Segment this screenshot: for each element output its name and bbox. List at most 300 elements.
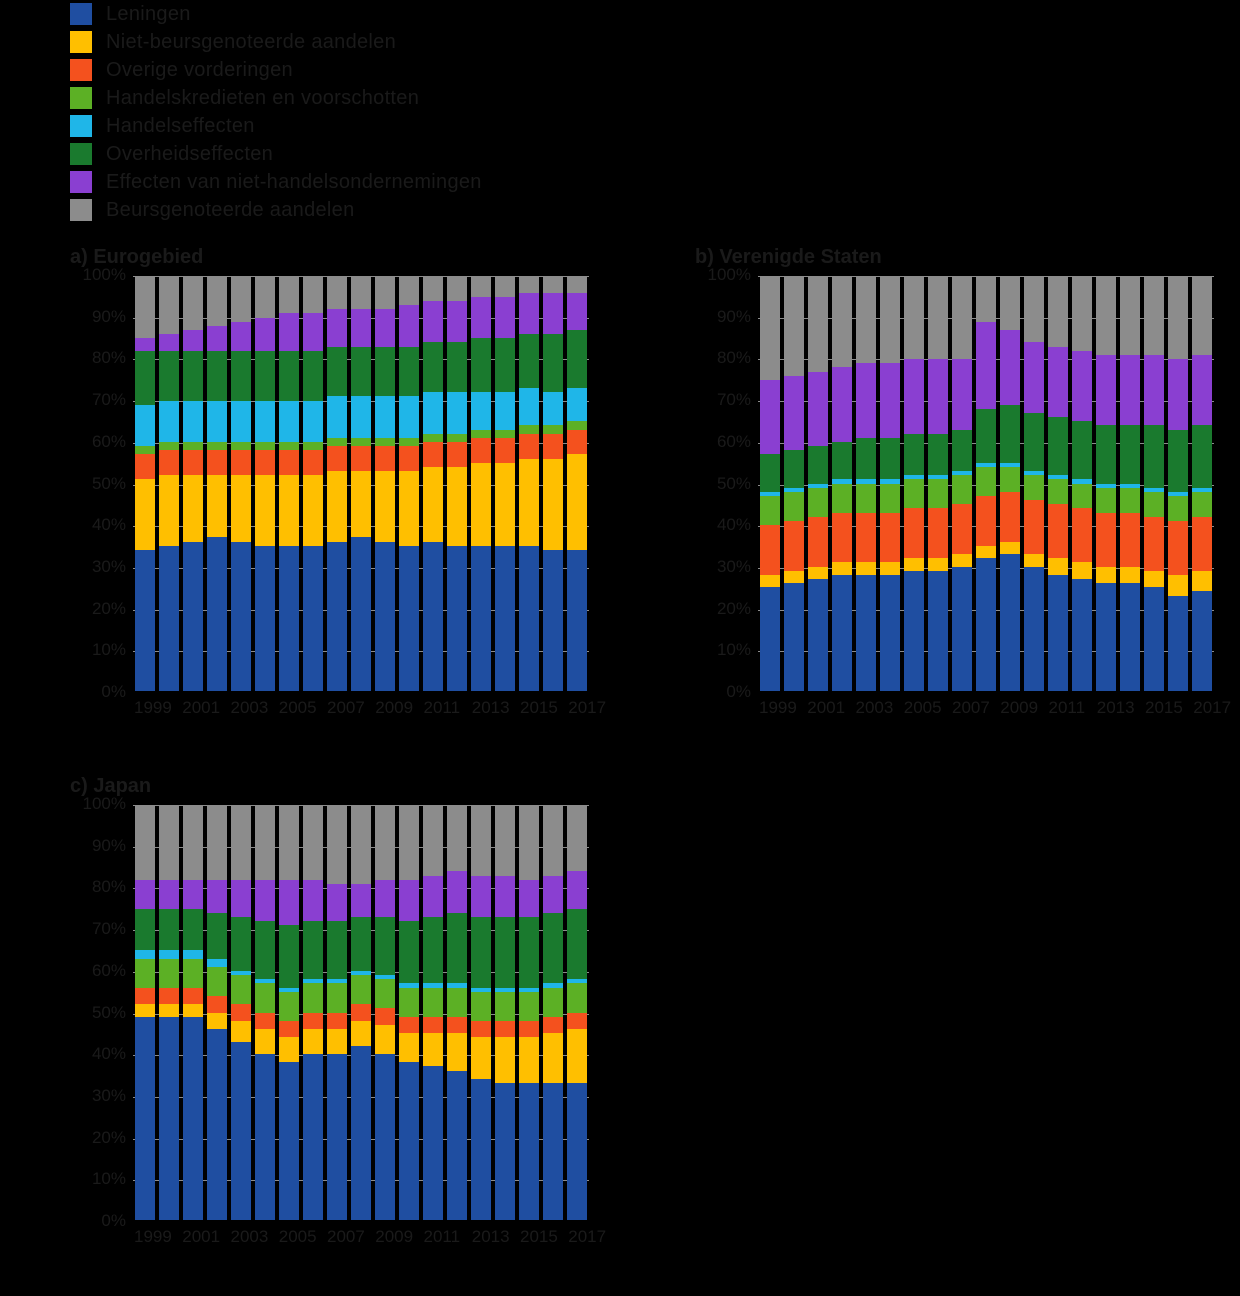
bar-segment xyxy=(183,442,203,450)
bar-segment xyxy=(183,1004,203,1016)
x-tick-label: 2009 xyxy=(375,698,414,717)
bar-segment xyxy=(159,351,179,401)
bar-segment xyxy=(1024,554,1044,566)
bar-segment xyxy=(183,450,203,475)
bar-segment xyxy=(159,988,179,1005)
stacked-bar xyxy=(255,805,275,1220)
bar-segment xyxy=(303,276,323,313)
bar-segment xyxy=(303,921,323,979)
bar-segment xyxy=(567,293,587,330)
bar-segment xyxy=(423,1017,443,1034)
bar-segment xyxy=(447,434,467,442)
bar-segment xyxy=(207,537,227,691)
bar-segment xyxy=(495,1037,515,1083)
bar-segment xyxy=(1144,587,1164,691)
bar-segment xyxy=(255,880,275,922)
bar-segment xyxy=(976,322,996,409)
x-tick-label: 2007 xyxy=(952,698,990,717)
bar-segment xyxy=(375,880,395,917)
x-tick-label: 2001 xyxy=(182,698,221,717)
x-tick-label: 1999 xyxy=(134,698,172,717)
legend-item-label: Effecten van niet-handelsondernemingen xyxy=(106,170,482,193)
bar-segment xyxy=(159,909,179,951)
bar-segment xyxy=(375,1025,395,1054)
bar-segment xyxy=(303,546,323,691)
bar-segment xyxy=(279,475,299,546)
y-tick-label: 60% xyxy=(91,431,126,451)
bar-segment xyxy=(231,1004,251,1021)
bar-segment xyxy=(471,1079,491,1220)
bar-segment xyxy=(784,276,804,376)
y-tick-label: 10% xyxy=(91,1169,126,1189)
bar-segment xyxy=(231,401,251,443)
bar-segment xyxy=(567,330,587,388)
x-tick-label: 2009 xyxy=(375,1227,414,1246)
bar-segment xyxy=(183,330,203,351)
stacked-bar xyxy=(423,805,443,1220)
bar-segment xyxy=(423,917,443,983)
bar-segment xyxy=(375,979,395,1008)
legend-item xyxy=(70,84,690,112)
panel-title-a: a) Eurogebied xyxy=(70,246,204,268)
bar-segment xyxy=(423,434,443,442)
bar-segment xyxy=(495,276,515,297)
x-tick-label: 2011 xyxy=(423,698,461,717)
bar-segment xyxy=(471,276,491,297)
bar-segment xyxy=(255,401,275,443)
bar-segment xyxy=(303,313,323,350)
bar-segment xyxy=(495,430,515,438)
bar-segment xyxy=(255,1029,275,1054)
y-tick-label: 30% xyxy=(716,556,751,576)
bar-segment xyxy=(423,1033,443,1066)
legend-swatch-icon xyxy=(70,143,92,165)
stacked-bar xyxy=(1024,276,1044,691)
bar-segment xyxy=(135,351,155,405)
stacked-bar xyxy=(159,276,179,691)
bar-segment xyxy=(135,405,155,447)
bar-segment xyxy=(351,446,371,471)
bar-segment xyxy=(159,880,179,909)
x-axis xyxy=(132,698,607,718)
bar-segment xyxy=(1192,276,1212,355)
y-tick-label: 50% xyxy=(91,1002,126,1022)
legend-item xyxy=(70,140,690,168)
bar-segment xyxy=(856,484,876,513)
bar-segment xyxy=(303,1029,323,1054)
bar-segment xyxy=(808,276,828,371)
x-tick-label: 2015 xyxy=(520,698,558,717)
panel-title-b: b) Verenigde Staten xyxy=(695,246,882,268)
bar-segment xyxy=(471,805,491,876)
bar-segment xyxy=(1192,492,1212,517)
bar-segment xyxy=(832,276,852,367)
bar-segment xyxy=(207,326,227,351)
bar-segment xyxy=(1048,575,1068,691)
bar-segment xyxy=(231,542,251,691)
legend-swatch-icon xyxy=(70,31,92,53)
y-tick-label: 100% xyxy=(82,265,126,284)
bar-segment xyxy=(1192,571,1212,592)
x-tick-label: 2013 xyxy=(471,698,510,717)
bar-segment xyxy=(327,1054,347,1220)
bar-segment xyxy=(231,917,251,971)
bar-segment xyxy=(351,347,371,397)
bar-segment xyxy=(1096,583,1116,691)
bar-segment xyxy=(1192,355,1212,426)
bar-segment xyxy=(375,276,395,309)
stacked-bar xyxy=(207,276,227,691)
bar-segment xyxy=(255,921,275,979)
bar-segment xyxy=(159,950,179,958)
bar-segment xyxy=(327,884,347,921)
bar-segment xyxy=(399,921,419,983)
legend-item-label: Niet-beursgenoteerde aandelen xyxy=(106,30,397,53)
bar-segment xyxy=(207,475,227,537)
bar-segment xyxy=(904,571,924,691)
chart-legend xyxy=(70,0,690,224)
bar-segment xyxy=(375,347,395,397)
stacked-bar xyxy=(375,276,395,691)
bar-segment xyxy=(880,363,900,438)
stacked-bar xyxy=(399,276,419,691)
bar-segment xyxy=(1120,567,1140,584)
x-tick-label: 2007 xyxy=(327,1227,365,1246)
bar-segment xyxy=(447,442,467,467)
bar-segment xyxy=(760,587,780,691)
y-tick-label: 50% xyxy=(716,473,751,493)
stacked-bar xyxy=(207,805,227,1220)
x-tick-label: 2005 xyxy=(903,698,942,717)
bar-segment xyxy=(135,988,155,1005)
x-tick-label: 2015 xyxy=(1145,698,1183,717)
bar-segment xyxy=(183,880,203,909)
bar-segment xyxy=(1192,591,1212,691)
bar-segment xyxy=(351,884,371,917)
bar-segment xyxy=(1168,496,1188,521)
bar-segment xyxy=(351,471,371,537)
bar-segment xyxy=(1024,500,1044,554)
y-tick-label: 10% xyxy=(716,640,751,660)
y-tick-label: 90% xyxy=(91,306,126,326)
bar-segment xyxy=(952,554,972,566)
bar-segment xyxy=(760,575,780,587)
bar-segment xyxy=(279,1021,299,1038)
bar-segment xyxy=(231,351,251,401)
bar-segment xyxy=(351,276,371,309)
bar-segment xyxy=(519,425,539,433)
bar-segment xyxy=(543,334,563,392)
y-tick-label: 40% xyxy=(91,1044,126,1064)
stacked-bar xyxy=(135,805,155,1220)
bar-segment xyxy=(543,293,563,335)
bar-segment xyxy=(327,446,347,471)
bar-segment xyxy=(375,309,395,346)
bar-segment xyxy=(135,880,155,909)
x-tick-label: 2007 xyxy=(327,698,365,717)
bar-segment xyxy=(543,276,563,293)
bar-segment xyxy=(904,558,924,570)
bar-segment xyxy=(135,950,155,958)
bar-segment xyxy=(832,575,852,691)
bar-segment xyxy=(952,475,972,504)
bar-segment xyxy=(543,988,563,1017)
bar-segment xyxy=(567,421,587,429)
bar-segment xyxy=(471,876,491,918)
bar-segment xyxy=(1120,276,1140,355)
bar-segment xyxy=(207,913,227,959)
bar-segment xyxy=(784,376,804,451)
stacked-bar xyxy=(567,276,587,691)
bar-segment xyxy=(471,430,491,438)
bar-segment xyxy=(351,438,371,446)
bar-segment xyxy=(832,513,852,563)
bar-segment xyxy=(207,351,227,401)
legend-swatch-icon xyxy=(70,199,92,221)
stacked-bar xyxy=(495,805,515,1220)
x-axis xyxy=(757,698,1232,718)
bar-segment xyxy=(760,525,780,575)
bar-segment xyxy=(183,542,203,691)
bar-segment xyxy=(567,983,587,1012)
x-tick-label: 2009 xyxy=(1000,698,1039,717)
bar-segment xyxy=(351,917,371,971)
bar-segment xyxy=(1000,405,1020,463)
bar-segment xyxy=(351,975,371,1004)
y-tick-label: 30% xyxy=(91,1085,126,1105)
x-tick-label: 1999 xyxy=(134,1227,172,1246)
bar-segment xyxy=(471,1021,491,1038)
bar-segment xyxy=(952,430,972,472)
bar-segment xyxy=(399,880,419,922)
stacked-bar xyxy=(471,276,491,691)
bar-segment xyxy=(255,805,275,880)
bar-segment xyxy=(567,550,587,691)
bar-segment xyxy=(279,313,299,350)
bar-segment xyxy=(183,909,203,951)
stacked-bar xyxy=(1096,276,1116,691)
bar-segment xyxy=(495,805,515,876)
y-tick-label: 20% xyxy=(716,598,751,618)
bar-segment xyxy=(856,562,876,574)
bar-segment xyxy=(207,1013,227,1030)
bar-segment xyxy=(880,438,900,480)
bar-segment xyxy=(976,276,996,322)
bar-segment xyxy=(423,542,443,691)
bar-segment xyxy=(255,1054,275,1220)
bar-segment xyxy=(447,342,467,392)
bar-segment xyxy=(1048,417,1068,475)
y-tick-label: 30% xyxy=(91,556,126,576)
bar-segment xyxy=(183,805,203,880)
x-tick-label: 2017 xyxy=(568,1227,607,1246)
bar-segment xyxy=(1120,513,1140,567)
bar-segment xyxy=(207,805,227,880)
bar-segment xyxy=(207,1029,227,1220)
bar-segment xyxy=(471,297,491,339)
bar-group xyxy=(758,276,1214,691)
bar-segment xyxy=(495,876,515,918)
bar-segment xyxy=(399,988,419,1017)
bar-segment xyxy=(904,359,924,434)
bar-segment xyxy=(1168,596,1188,691)
bar-segment xyxy=(135,805,155,880)
bar-segment xyxy=(399,305,419,347)
bar-segment xyxy=(495,1083,515,1220)
stacked-bar xyxy=(351,276,371,691)
x-tick-label: 2017 xyxy=(1193,698,1232,717)
bar-segment xyxy=(135,338,155,350)
stacked-bar xyxy=(495,276,515,691)
bar-segment xyxy=(327,276,347,309)
chart-panel-japan xyxy=(70,775,607,1259)
bar-segment xyxy=(207,996,227,1013)
bar-segment xyxy=(952,504,972,554)
bar-segment xyxy=(1024,342,1044,413)
bar-segment xyxy=(784,583,804,691)
bar-segment xyxy=(784,450,804,487)
bar-segment xyxy=(808,446,828,483)
bar-segment xyxy=(928,571,948,691)
bar-segment xyxy=(952,359,972,430)
bar-segment xyxy=(183,401,203,443)
bar-segment xyxy=(856,513,876,563)
bar-segment xyxy=(1168,276,1188,359)
bar-segment xyxy=(808,372,828,447)
y-axis xyxy=(70,794,132,1230)
x-tick-label: 2001 xyxy=(807,698,846,717)
bar-segment xyxy=(183,1017,203,1220)
bar-segment xyxy=(183,988,203,1005)
bar-segment xyxy=(1168,359,1188,430)
bar-segment xyxy=(303,1013,323,1030)
bar-segment xyxy=(495,1021,515,1038)
stacked-bar xyxy=(231,276,251,691)
stacked-bar xyxy=(519,805,539,1220)
bar-segment xyxy=(760,496,780,525)
x-tick-label: 2013 xyxy=(1096,698,1135,717)
stacked-bar xyxy=(519,276,539,691)
legend-item xyxy=(70,0,690,28)
bar-group xyxy=(133,805,589,1220)
stacked-bar xyxy=(231,805,251,1220)
bar-segment xyxy=(159,959,179,988)
bar-segment xyxy=(543,459,563,550)
bar-segment xyxy=(399,1062,419,1220)
bar-segment xyxy=(832,367,852,442)
bar-segment xyxy=(519,546,539,691)
bar-segment xyxy=(976,546,996,558)
bar-segment xyxy=(159,1017,179,1220)
stacked-bar xyxy=(447,276,467,691)
bar-segment xyxy=(519,805,539,880)
bar-segment xyxy=(327,471,347,542)
bar-segment xyxy=(1000,330,1020,405)
legend-swatch-icon xyxy=(70,3,92,25)
bar-segment xyxy=(255,1013,275,1030)
plot-area xyxy=(132,804,590,1221)
bar-segment xyxy=(543,425,563,433)
bar-segment xyxy=(567,454,587,549)
bar-segment xyxy=(928,479,948,508)
stacked-bar xyxy=(880,276,900,691)
bar-segment xyxy=(159,334,179,351)
bar-segment xyxy=(375,805,395,880)
bar-segment xyxy=(1144,571,1164,588)
bar-segment xyxy=(207,967,227,996)
bar-segment xyxy=(351,309,371,346)
y-tick-label: 80% xyxy=(91,877,126,897)
bar-segment xyxy=(447,913,467,984)
x-tick-label: 2003 xyxy=(230,698,269,717)
bar-group xyxy=(133,276,589,691)
bar-segment xyxy=(1096,513,1116,567)
bar-segment xyxy=(976,496,996,546)
stacked-bar xyxy=(351,805,371,1220)
legend-item-label: Handelskredieten en voorschotten xyxy=(106,86,420,109)
bar-segment xyxy=(231,1042,251,1220)
bar-segment xyxy=(519,293,539,335)
bar-segment xyxy=(1192,517,1212,571)
bar-segment xyxy=(423,805,443,876)
bar-segment xyxy=(880,562,900,574)
y-tick-label: 80% xyxy=(716,348,751,368)
bar-segment xyxy=(423,442,443,467)
bar-segment xyxy=(495,297,515,339)
bar-segment xyxy=(279,276,299,313)
bar-segment xyxy=(543,805,563,876)
stacked-bar xyxy=(375,805,395,1220)
bar-segment xyxy=(423,467,443,542)
y-tick-label: 70% xyxy=(91,919,126,939)
stacked-bar xyxy=(543,276,563,691)
bar-segment xyxy=(808,488,828,517)
bar-segment xyxy=(303,805,323,880)
bar-segment xyxy=(255,983,275,1012)
stacked-bar xyxy=(303,276,323,691)
bar-segment xyxy=(1000,467,1020,492)
bar-segment xyxy=(303,475,323,546)
stacked-bar xyxy=(976,276,996,691)
bar-segment xyxy=(519,388,539,425)
bar-segment xyxy=(375,542,395,691)
stacked-bar xyxy=(303,805,323,1220)
bar-segment xyxy=(327,438,347,446)
x-tick-label: 2015 xyxy=(520,1227,558,1246)
bar-segment xyxy=(1168,575,1188,596)
bar-segment xyxy=(567,1013,587,1030)
bar-segment xyxy=(760,276,780,380)
bar-segment xyxy=(495,546,515,691)
bar-segment xyxy=(1120,488,1140,513)
chart-panel-eurogebied xyxy=(70,246,607,730)
bar-segment xyxy=(471,992,491,1021)
plot-area xyxy=(757,275,1215,692)
bar-segment xyxy=(303,442,323,450)
bar-segment xyxy=(928,508,948,558)
bar-segment xyxy=(1096,567,1116,584)
y-axis xyxy=(70,265,132,701)
legend-item xyxy=(70,112,690,140)
bar-segment xyxy=(471,438,491,463)
bar-segment xyxy=(255,442,275,450)
bar-segment xyxy=(231,450,251,475)
y-tick-label: 70% xyxy=(716,390,751,410)
bar-segment xyxy=(928,359,948,434)
bar-segment xyxy=(135,446,155,454)
bar-segment xyxy=(423,1066,443,1220)
stacked-bar xyxy=(904,276,924,691)
